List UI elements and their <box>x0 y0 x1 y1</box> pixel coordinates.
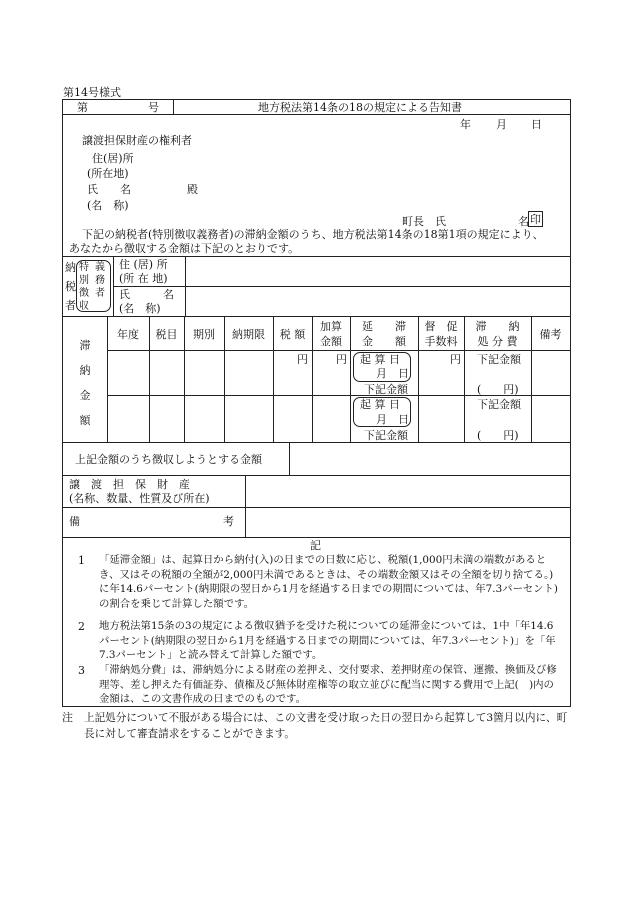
note-number: 3 <box>78 664 85 677</box>
date-day: 日 <box>531 118 542 131</box>
collect-amount-label: 上記金額のうち徴収しようとする金額 <box>75 453 262 466</box>
issuer-name-char: 名 <box>518 215 529 228</box>
fee-yen: 円 <box>450 353 461 366</box>
below-amount-disp: 下記金額 <box>477 353 521 366</box>
special-collector-col1: 特別徴収 <box>79 262 89 312</box>
taxpayer-address-sub: (所 在 地) <box>119 272 168 285</box>
start-day-label: 起 算 日 <box>360 398 400 411</box>
footer-label: 注 <box>62 711 73 724</box>
divider <box>113 256 114 316</box>
addressee-address-label: 住(居)所 <box>92 152 134 165</box>
addressee-name-sub: (名 称) <box>87 199 129 212</box>
form-title: 地方税法第14条の18の規定による告知書 <box>258 101 462 114</box>
disp-paren-yen: ( 円) <box>477 383 519 396</box>
arrears-side-char-2: 納 <box>79 364 91 377</box>
note-text: 「延滞金額」は、起算日から納付(入)の日までの日数に応じ、税額(1,000円未満の端数があるとき、又はその税額の全額が2,000円未満であるときは、その端数金額又はその全額を切り捨てる。)に年14.6パーセント(納期限の翌日から1月を経過する日までの期間については、年7.3パーセント)の割合を乗じて計算した額です。 <box>99 554 558 610</box>
special-collector-col2: 義務者 <box>95 262 105 299</box>
remarks-right: 考 <box>223 515 234 528</box>
date-year: 年 <box>460 118 471 131</box>
addressee-heading: 譲渡担保財産の権利者 <box>82 134 192 147</box>
ki-heading: 記 <box>310 539 321 552</box>
tax-yen: 円 <box>297 353 308 366</box>
col-item-header: 税目 <box>155 328 178 341</box>
note-text: 「滞納処分費」は、滞納処分による財産の差押え、交付要求、差押財産の保管、運搬、換価及び修理等、差し押えた有価証券、債権及び無体財産権等の取立並びに配当に関する費用で上記( )内の金額は、この文書作成の日までのものです。 <box>99 664 557 705</box>
taxpayer-char-3: 者 <box>65 299 76 312</box>
date-month: 月 <box>496 118 507 131</box>
col-deadline-header: 納期限 <box>232 328 265 341</box>
note-number: 1 <box>78 554 85 567</box>
disp-paren-yen: ( 円) <box>477 429 519 442</box>
honorific: 殿 <box>187 183 198 196</box>
col-period-header: 期別 <box>193 328 215 341</box>
below-amount-disp: 下記金額 <box>477 398 521 411</box>
note-number: 2 <box>78 620 85 633</box>
start-day-label: 起 算 日 <box>360 353 400 366</box>
col-disp-header-1: 滞 納 <box>475 320 520 333</box>
number-prefix: 第 <box>77 101 88 114</box>
collateral-label-2: (名称、数量、性質及び所在) <box>69 492 210 505</box>
below-amount-delay: 下記金額 <box>364 429 408 442</box>
taxpayer-char-1: 納 <box>65 261 76 274</box>
intro-line-2: あなたから徴収する金額は下記のとおりです。 <box>69 242 300 255</box>
remarks-left: 備 <box>69 515 80 528</box>
notice-form <box>62 99 571 707</box>
taxpayer-name-label: 氏 名 <box>119 288 174 301</box>
number-suffix: 号 <box>148 101 159 114</box>
divider <box>107 350 570 351</box>
form-number: 第14号様式 <box>63 86 121 99</box>
add-yen: 円 <box>336 353 347 366</box>
col-delay-header-2: 金 額 <box>362 335 406 348</box>
divider <box>185 256 186 316</box>
divider <box>63 475 570 476</box>
divider <box>173 100 174 114</box>
col-fee-header-2: 手数料 <box>424 335 458 348</box>
addressee-address-sub: (所在地) <box>87 167 129 180</box>
divider <box>289 442 290 475</box>
month-day-label: 月 日 <box>376 367 409 380</box>
divider <box>245 475 246 537</box>
taxpayer-name-sub: (名 称) <box>119 302 161 315</box>
col-delay-header-1: 延 滞 <box>362 320 406 333</box>
addressee-name-label: 氏 名 <box>87 183 131 196</box>
col-year-header: 年度 <box>117 328 139 341</box>
col-fee-header-1: 督 促 <box>424 320 458 333</box>
arrears-side-char-1: 滞 <box>79 339 91 352</box>
taxpayer-char-2: 税 <box>65 280 76 293</box>
collateral-label-1: 譲 渡 担 保 財 産 <box>69 478 190 491</box>
intro-line-1: 下記の納税者(特別徴収義務者)の滞納金額のうち、地方税法第14条の18第1項の規定により、 <box>82 228 544 241</box>
arrears-side-char-4: 額 <box>79 414 91 427</box>
col-remarks-header: 備考 <box>539 328 562 341</box>
note-text: 地方税法第15条の3の規定による徴収猶予を受けた税についての延滞金については、1中「年14.6パーセント(納期限の翌日から1月を経過する日までの期間については、年7.3パーセント)」を「年7.3パーセント」と読み替えて計算した額です。 <box>99 620 556 661</box>
col-add-header-1: 加算 <box>320 320 342 333</box>
seal-stamp: 印 <box>530 213 541 226</box>
col-tax-header: 税 額 <box>279 328 306 341</box>
taxpayer-address-label: 住 (居) 所 <box>119 258 168 271</box>
below-amount-delay: 下記金額 <box>364 383 408 396</box>
issuer-label: 町長 氏 <box>402 215 446 228</box>
divider <box>113 286 570 287</box>
divider <box>63 316 570 317</box>
month-day-label: 月 日 <box>376 413 409 426</box>
col-disp-header-2: 処 分 費 <box>477 335 518 348</box>
footer-text: 上記処分について不服がある場合には、この文書を受け取った日の翌日から起算して3箇月以内に、町長に対して審査請求をすることができます。 <box>84 712 568 740</box>
col-add-header-2: 金額 <box>320 335 342 348</box>
divider <box>63 507 570 508</box>
arrears-side-char-3: 金 <box>79 389 91 402</box>
